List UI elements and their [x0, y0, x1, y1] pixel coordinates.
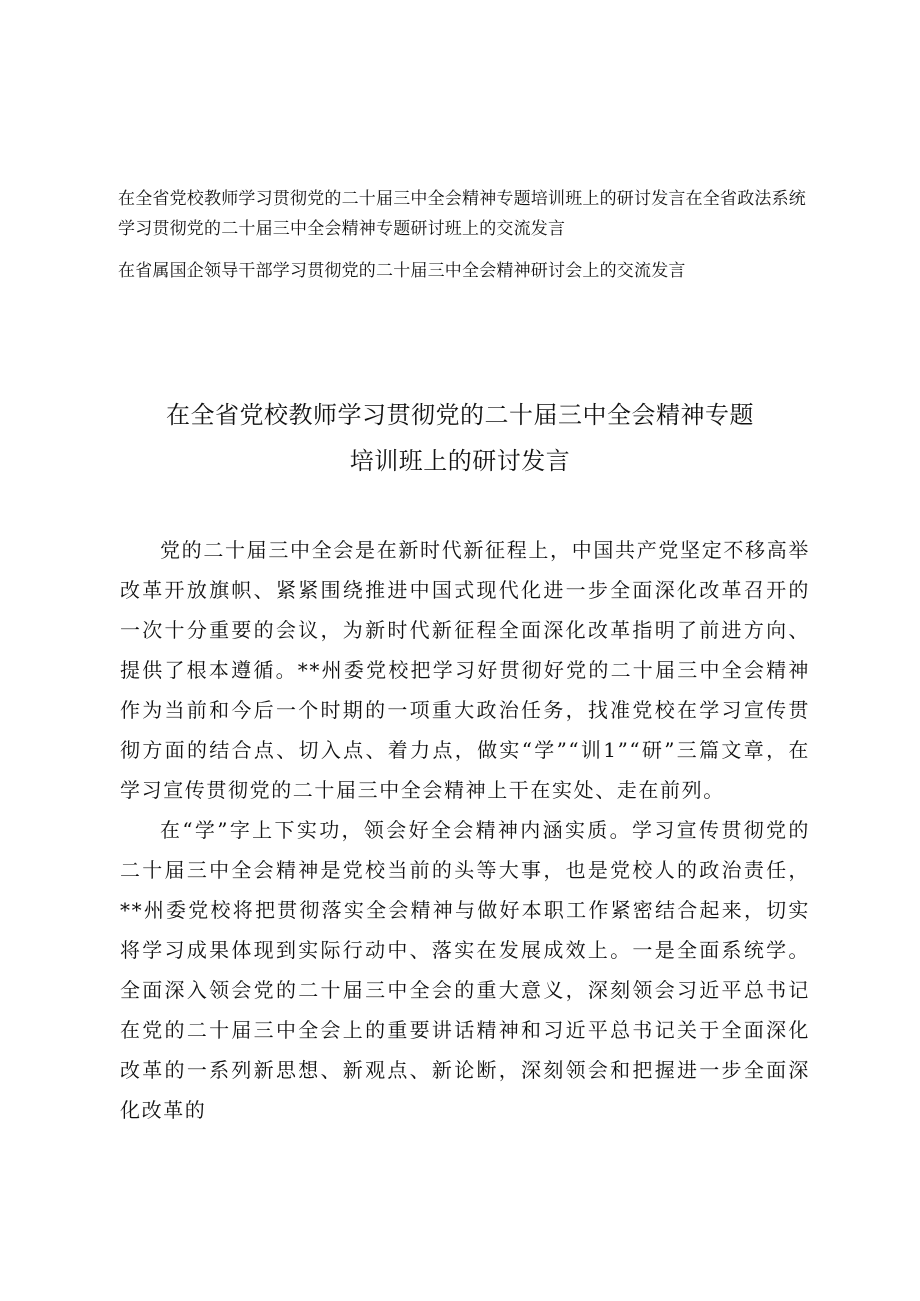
- body-paragraph-1: 党的二十届三中全会是在新时代新征程上，中国共产党坚定不移高举改革开放旗帜、紧紧围绕推进中国式现代化进一步全面深化改革召开的一次十分重要的会议，为新时代新征程全面深化改革指明了前进方向、提供了根本遵循。**州委党校把学习好贯彻好党的二十届三中全会精神作为当前和今后一个时期的一项重大政治任务，找准党校在学习宣传贯彻方面的结合点、切入点、着力点，做实“学”“训1”“研”三篇文章，在学习宣传贯彻党的二十届三中全会精神上干在实处、走在前列。: [120, 538, 810, 802]
- article-title-line-2: 培训班上的研讨发言: [349, 447, 571, 475]
- body-paragraph-2: 在“学”字上下实功，领会好全会精神内涵实质。学习宣传贯彻党的二十届三中全会精神是党校当前的头等大事，也是党校人的政治责任，**州委党校将把贯彻落实全会精神与做好本职工作紧密结合起来，切实将学习成果体现到实际行动中、落实在发展成效上。一是全面系统学。全面深入领会党的二十届三中全会的重大意义，深刻领会习近平总书记在党的二十届三中全会上的重要讲话精神和习近平总书记关于全面深化改革的一系列新思想、新观点、新论断，深刻领会和把握进一步全面深化改革的: [120, 818, 810, 1122]
- article-title: [100, 392, 820, 484]
- toc-entry-1: 在全省党校教师学习贯彻党的二十届三中全会精神专题培训班上的研讨发言在全省政法系统学习贯彻党的二十届三中全会精神专题研讨班上的交流发言: [118, 189, 806, 239]
- article-title-line-1: 在全省党校教师学习贯彻党的二十届三中全会精神专题: [166, 401, 754, 429]
- toc-entry-2: 在省属国企领导干部学习贯彻党的二十届三中全会精神研讨会上的交流发言: [118, 261, 686, 281]
- article-body: [120, 530, 810, 1130]
- table-of-contents: [118, 184, 818, 286]
